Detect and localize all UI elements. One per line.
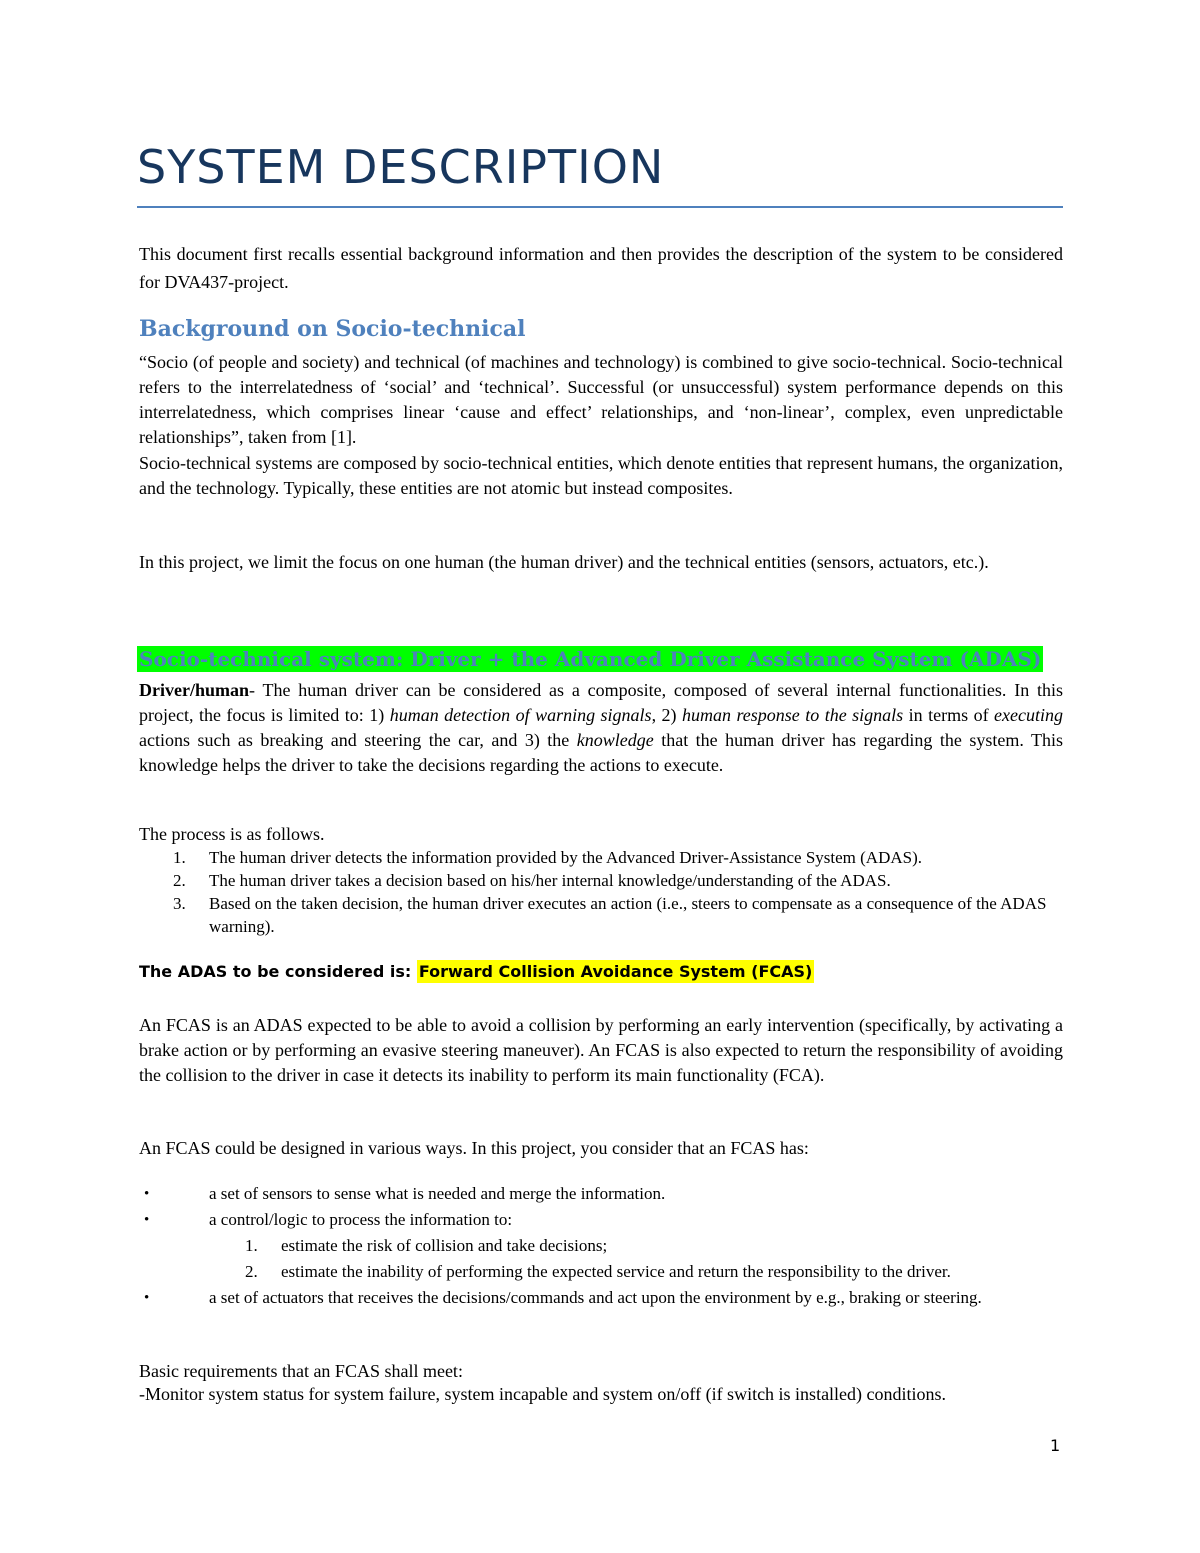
- list-item: [139, 846, 1063, 869]
- driver-emphasis-4: knowledge: [576, 730, 654, 750]
- background-paragraph-2: Socio-technical systems are composed by socio-technical entities, which denote entities that represent humans, the organization, and the technology. Typically, these entities are not atomic but instead composites.: [139, 453, 1063, 498]
- driver-text-3: in terms of: [903, 705, 995, 725]
- list-item-text: a set of actuators that receives the decisions/commands and act upon the environment by e.g., braking or steering.: [209, 1288, 982, 1307]
- driver-emphasis-3: executing: [994, 705, 1063, 725]
- socio-system-heading: Socio-technical system: Driver + the Advanced Driver Assistance System (ADAS): [139, 647, 1042, 671]
- list-number: 1.: [173, 848, 186, 867]
- title-underline: [137, 206, 1063, 208]
- fcas-paragraph-1: An FCAS is an ADAS expected to be able to avoid a collision by performing an early intervention (specifically, by activating a brake action or by performing an evasive steering maneuver). An FCAS is also expected to return the responsibility of avoiding the collision to the driver in case it detects its inability to perform its main functionality (FCA).: [139, 1015, 1063, 1085]
- driver-label: Driver/human: [139, 680, 249, 700]
- driver-emphasis-2: human response to the signals: [682, 705, 904, 725]
- list-item-text: The human driver detects the information provided by the Advanced Driver-Assistance System (ADAS).: [209, 848, 923, 867]
- list-number: 2.: [173, 871, 186, 890]
- list-item-text: a set of sensors to sense what is needed and merge the information.: [209, 1184, 666, 1203]
- driver-text-1: - The human driver can be considered as a composite, composed of several internal functionalities. In this project, the focus is limited to: 1): [139, 680, 1063, 725]
- background-paragraph-1: “Socio (of people and society) and technical (of machines and technology) is combined to give socio-technical. Socio-technical refers to the interrelatedness of ‘social’ and ‘technical’. Successful (or unsuccessful) system performance depends on this interrelatedness, which comprises linear ‘cause and effect’ relationships, and ‘non-linear’, complex, even unpredictable relationships”, taken from [1].: [139, 352, 1063, 447]
- background-heading: Background on Socio-technical: [139, 316, 526, 342]
- list-item: [139, 1181, 1063, 1207]
- list-item: [139, 869, 1063, 892]
- bullet-icon: •: [144, 1186, 150, 1202]
- list-number: 1.: [245, 1236, 258, 1255]
- requirement-1: -Monitor system status for system failure, system incapable and system on/off (if switch is installed) conditions.: [139, 1384, 947, 1404]
- list-item-text: a control/logic to process the information to:: [209, 1210, 513, 1229]
- background-paragraph-3: In this project, we limit the focus on one human (the human driver) and the technical entities (sensors, actuators, etc.).: [139, 552, 989, 572]
- list-item: [209, 1259, 1063, 1285]
- list-number: 3.: [173, 894, 186, 913]
- requirements-intro: Basic requirements that an FCAS shall meet:: [139, 1361, 463, 1381]
- driver-text-2: , 2): [651, 705, 682, 725]
- fcas-highlight: Forward Collision Avoidance System (FCAS): [418, 962, 813, 981]
- page-number: 1: [1050, 1436, 1061, 1455]
- document-title: SYSTEM DESCRIPTION: [137, 140, 665, 194]
- fcas-paragraph-2: An FCAS could be designed in various ways. In this project, you consider that an FCAS has:: [139, 1138, 809, 1158]
- list-item: [139, 892, 1063, 938]
- list-item: [209, 1233, 1063, 1259]
- list-item-text: estimate the risk of collision and take decisions;: [281, 1236, 608, 1255]
- driver-text-4: actions such as breaking and steering the car, and 3) the: [139, 730, 577, 750]
- adas-label: The ADAS to be considered is:: [139, 962, 417, 981]
- list-item: [139, 1207, 1063, 1285]
- driver-text-5: that the human driver has regarding the system. This knowledge helps the driver to take the decisions regarding the actions to execute.: [139, 730, 1063, 775]
- intro-paragraph: This document first recalls essential background information and then provides the description of the system to be considered for DVA437-project.: [139, 244, 1063, 292]
- adas-to-consider: [139, 962, 814, 981]
- list-item: [139, 1285, 1063, 1311]
- list-item-text: estimate the inability of performing the expected service and return the responsibility to the driver.: [281, 1262, 951, 1281]
- process-intro: The process is as follows.: [139, 824, 325, 844]
- fcas-components-list: [139, 1181, 1063, 1311]
- bullet-icon: •: [144, 1212, 150, 1228]
- driver-emphasis-1: human detection of warning signals: [389, 705, 652, 725]
- driver-paragraph: [139, 678, 1063, 778]
- process-steps-list: [139, 846, 1063, 938]
- control-logic-sublist: [209, 1233, 1063, 1285]
- bullet-icon: •: [144, 1290, 150, 1306]
- list-number: 2.: [245, 1262, 258, 1281]
- list-item-text: Based on the taken decision, the human driver executes an action (i.e., steers to compensate as a consequence of the ADAS warning).: [209, 894, 1047, 936]
- list-item-text: The human driver takes a decision based on his/her internal knowledge/understanding of the ADAS.: [209, 871, 891, 890]
